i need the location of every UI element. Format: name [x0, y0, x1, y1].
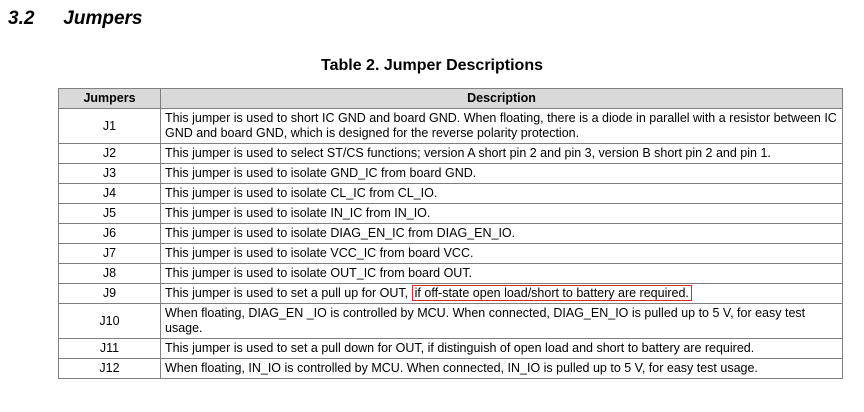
jumper-description: This jumper is used to select ST/CS functions; version A short pin 2 and pin 3, version B short pin 2 and pin 1. [161, 144, 843, 164]
jumper-id: J4 [59, 184, 161, 204]
table-row [59, 204, 843, 224]
column-header-description: Description [161, 89, 843, 109]
jumper-id: J11 [59, 339, 161, 359]
table-row [59, 244, 843, 264]
highlighted-text: if off-state open load/short to battery are required. [412, 285, 692, 301]
jumper-id: J3 [59, 164, 161, 184]
jumper-id: J8 [59, 264, 161, 284]
table-header-row [59, 89, 843, 109]
jumper-description: This jumper is used to isolate IN_IC from IN_IO. [161, 204, 843, 224]
table-row [59, 144, 843, 164]
jumper-description: This jumper is used to isolate OUT_IC from board OUT. [161, 264, 843, 284]
jumper-description: This jumper is used to short IC GND and board GND. When floating, there is a diode in parallel with a resistor between IC GND and board GND, which is designed for the reverse polarity protection. [161, 109, 843, 144]
jumper-table [58, 88, 843, 379]
jumper-id: J10 [59, 304, 161, 339]
jumper-id: J6 [59, 224, 161, 244]
table-row [59, 109, 843, 144]
column-header-jumpers: Jumpers [59, 89, 161, 109]
table-row [59, 164, 843, 184]
table-row [59, 304, 843, 339]
jumper-description: This jumper is used to isolate VCC_IC from board VCC. [161, 244, 843, 264]
table-row [59, 359, 843, 379]
table-row [59, 339, 843, 359]
jumper-description: When floating, IN_IO is controlled by MCU. When connected, IN_IO is pulled up to 5 V, for easy test usage. [161, 359, 843, 379]
jumper-id: J9 [59, 284, 161, 304]
section-heading [8, 8, 142, 30]
description-text: This jumper is used to set a pull up for OUT, [165, 286, 409, 300]
jumper-id: J5 [59, 204, 161, 224]
section-number: 3.2 [8, 8, 35, 29]
jumper-description: This jumper is used to isolate GND_IC from board GND. [161, 164, 843, 184]
jumper-description: This jumper is used to isolate DIAG_EN_IC from DIAG_EN_IO. [161, 224, 843, 244]
jumper-id: J2 [59, 144, 161, 164]
table-row [59, 184, 843, 204]
jumper-id: J7 [59, 244, 161, 264]
jumper-id: J1 [59, 109, 161, 144]
table-row [59, 264, 843, 284]
jumper-description [161, 284, 843, 304]
jumper-description: When floating, DIAG_EN _IO is controlled by MCU. When connected, DIAG_EN_IO is pulled up to 5 V, for easy test usage. [161, 304, 843, 339]
jumper-description: This jumper is used to isolate CL_IC from CL_IO. [161, 184, 843, 204]
section-title: Jumpers [63, 8, 143, 29]
table-caption: Table 2. Jumper Descriptions [321, 57, 543, 74]
table-row [59, 284, 843, 304]
table-row [59, 224, 843, 244]
jumper-description: This jumper is used to set a pull down for OUT, if distinguish of open load and short to battery are required. [161, 339, 843, 359]
jumper-id: J12 [59, 359, 161, 379]
